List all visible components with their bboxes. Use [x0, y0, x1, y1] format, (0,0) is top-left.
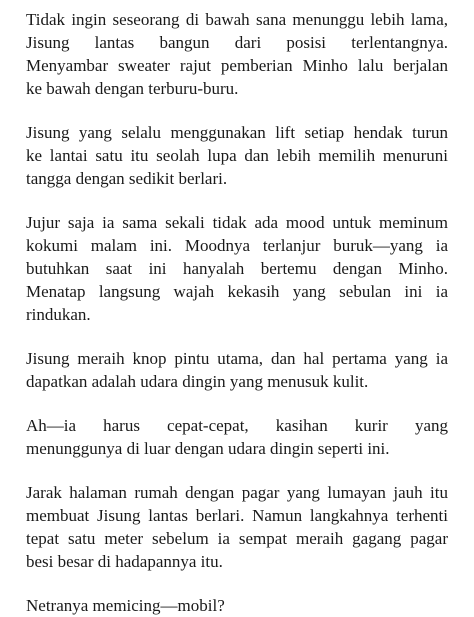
text-line: menunggunya di luar dengan udara dingin seperti ini.	[26, 439, 390, 458]
text-line: Jujur saja ia sama sekali tidak ada mood untuk meminum	[26, 213, 448, 232]
text-line: dapatkan adalah udara dingin yang menusuk kulit.	[26, 372, 369, 391]
text-line: membuat Jisung lantas berlari. Namun langkahnya terhenti	[26, 506, 448, 525]
paragraph-4	[26, 347, 448, 393]
text-line: Jisung yang selalu menggunakan lift setiap hendak turun	[26, 123, 448, 142]
text-line: butuhkan saat ini hanyalah bertemu dengan Minho.	[26, 259, 448, 278]
text-line: Ah—ia harus cepat-cepat, kasihan kurir yang	[26, 416, 448, 435]
text-line: Jisung meraih knop pintu utama, dan hal pertama yang ia	[26, 349, 448, 368]
text-line: Netranya memicing—mobil?	[26, 596, 225, 615]
text-line: tangga dengan sedikit berlari.	[26, 169, 228, 188]
text-line: kokumi malam ini. Moodnya terlanjur buruk—yang ia	[26, 236, 448, 255]
text-line: ke lantai satu itu seolah lupa dan lebih memilih menuruni	[26, 146, 448, 165]
paragraph-5	[26, 414, 448, 460]
text-line: Tidak ingin seseorang di bawah sana menunggu lebih lama,	[26, 10, 448, 29]
text-line: ke bawah dengan terburu-buru.	[26, 79, 239, 98]
text-line: Jisung lantas bangun dari posisi terlentangnya.	[26, 33, 448, 52]
paragraph-7	[26, 594, 448, 617]
text-line: Menyambar sweater rajut pemberian Minho lalu berjalan	[26, 56, 448, 75]
text-line: tepat satu meter sebelum ia sempat meraih gagang pagar	[26, 529, 448, 548]
text-line: Menatap langsung wajah kekasih yang sebulan ini ia	[26, 282, 448, 301]
paragraph-6	[26, 481, 448, 573]
text-line: rindukan.	[26, 305, 91, 324]
paragraph-3	[26, 211, 448, 326]
paragraph-2	[26, 121, 448, 190]
text-line: besi besar di hadapannya itu.	[26, 552, 223, 571]
paragraph-1	[26, 8, 448, 100]
text-line: Jarak halaman rumah dengan pagar yang lumayan jauh itu	[26, 483, 448, 502]
